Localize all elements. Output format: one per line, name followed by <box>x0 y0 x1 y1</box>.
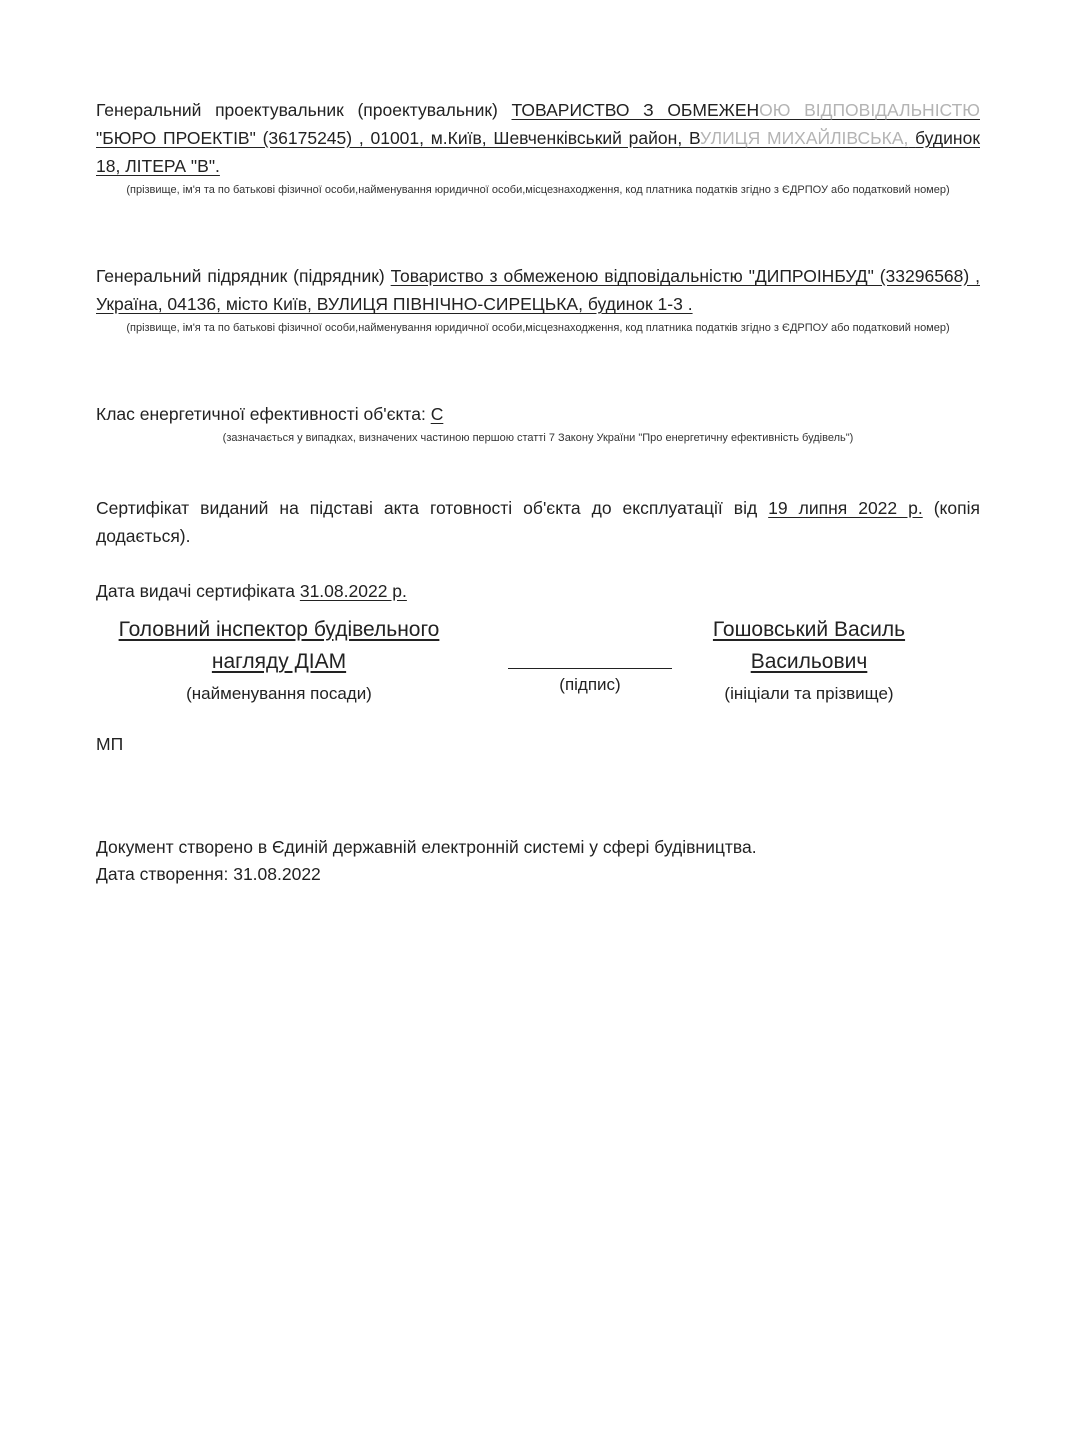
energy-class-label: Клас енергетичної ефективності об'єкта: <box>96 404 426 424</box>
general-contractor-note: (прізвище, ім'я та по батькові фізичної особи,найменування юридичної особи,місцезнаходження, код платника податків згідно з ЄДРПОУ або податковий номер) <box>126 322 950 334</box>
name-line-2: Васильович <box>750 650 868 673</box>
name-line-1: Гошовський Василь <box>712 618 906 641</box>
basis-date: 19 липня 2022 р. <box>768 498 923 518</box>
position-caption: (найменування посади) <box>186 684 372 703</box>
footer-line-1: Документ створено в Єдиній державній електронній системі у сфері будівництва. <box>96 837 757 857</box>
energy-class-section <box>96 400 980 448</box>
signature-caption: (підпис) <box>559 675 621 694</box>
general-designer-section <box>96 96 980 200</box>
basis-text-after: (копія додається). <box>96 498 980 546</box>
signature-line <box>508 668 672 669</box>
signature-block <box>508 640 672 699</box>
position-block <box>96 614 462 708</box>
issue-date-text <box>96 577 980 605</box>
energy-class-value: С <box>430 404 444 424</box>
general-contractor-value: Товариство з обмеженою відповідальністю "ДИПРОІНБУД" (33296568) , Україна, 04136, місто Київ, ВУЛИЦЯ ПІВНІЧНО-СИРЕЦЬКА, будинок 1-3 . <box>96 266 980 314</box>
name-block <box>696 614 922 708</box>
footer <box>96 834 757 888</box>
general-contractor-text <box>96 262 980 318</box>
basis-text-before: Сертифікат виданий на підставі акта готовності об'єкта до експлуатації від <box>96 498 758 518</box>
position-line-1: Головний інспектор будівельного <box>118 618 440 641</box>
general-designer-text <box>96 96 980 180</box>
general-contractor-section <box>96 262 980 338</box>
name-caption: (ініціали та прізвище) <box>724 684 894 703</box>
general-designer-label: Генеральний проектувальник (проектувальник) <box>96 100 498 120</box>
basis-text <box>96 494 980 550</box>
position-line-2: нагляду ДІАМ <box>211 650 347 673</box>
basis-section <box>96 494 980 550</box>
footer-line-2: Дата створення: 31.08.2022 <box>96 864 321 884</box>
energy-class-note: (зазначається у випадках, визначених частиною першою статті 7 Закону України "Про енергетичну ефективність будівель") <box>222 432 854 444</box>
general-designer-note: (прізвище, ім'я та по батькові фізичної особи,найменування юридичної особи,місцезнаходження, код платника податків згідно з ЄДРПОУ або податковий номер) <box>126 184 950 196</box>
issue-date-value: 31.08.2022 р. <box>299 581 407 601</box>
energy-class-text <box>96 400 980 428</box>
general-designer-value: ТОВАРИСТВО З ОБМЕЖЕНОЮ ВІДПОВІДАЛЬНІСТЮ "БЮРО ПРОЕКТІВ" (36175245) , 01001, м.Київ, Шевченківський район, ВУЛИЦЯ МИХАЙЛІВСЬКА, будинок 18, ЛІТЕРА "В". <box>96 100 980 176</box>
issue-date-label: Дата видачі сертифіката <box>96 581 295 601</box>
issue-date-section <box>96 577 980 605</box>
general-contractor-label: Генеральний підрядник (підрядник) <box>96 266 385 286</box>
stamp-label: МП <box>96 734 124 754</box>
